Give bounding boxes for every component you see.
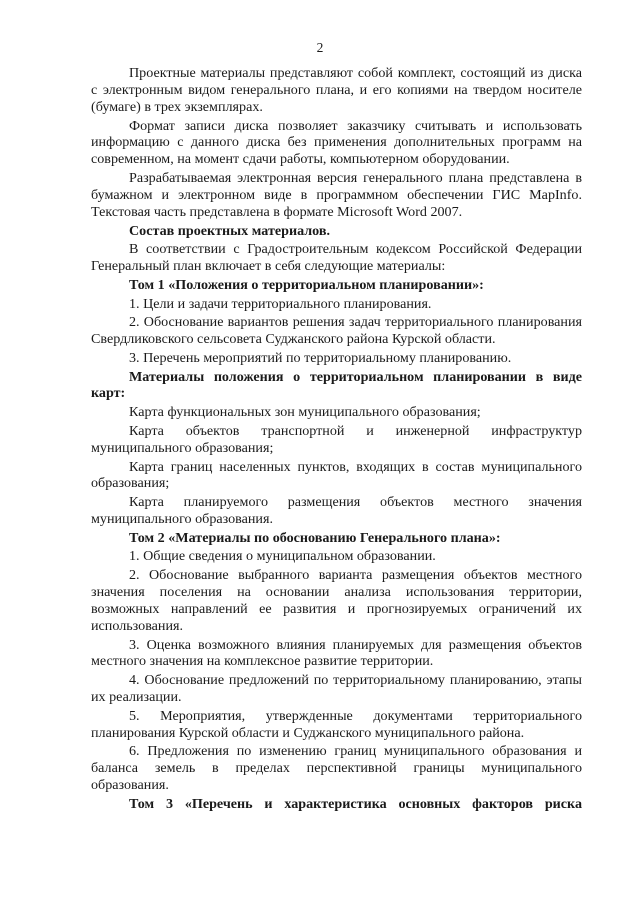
section-heading: Состав проектных материалов. xyxy=(129,222,330,239)
subsection-heading: Материалы положения о территориальном планировании в виде карт: xyxy=(91,368,582,402)
page-number: 2 xyxy=(316,40,324,55)
list-item: 1. Цели и задачи территориального планирования. xyxy=(129,295,432,312)
volume-heading: Том 3 «Перечень и характеристика основных факторов риска xyxy=(129,795,582,812)
list-item: Карта объектов транспортной и инженерной инфраструктур муниципального образования; xyxy=(91,422,582,456)
list-item: Карта планируемого размещения объектов местного значения муниципального образования. xyxy=(91,494,582,528)
list-item: Карта границ населенных пунктов, входящих в состав муниципального образования; xyxy=(91,458,582,492)
paragraph: В соответствии с Градостроительным кодексом Российской Федерации Генеральный план включает в себя следующие материалы: xyxy=(91,241,582,275)
list-item: 5. Мероприятия, утвержденные документами территориального планирования Курской области и Суджанского муниципального района. xyxy=(91,707,582,741)
list-item: 1. Общие сведения о муниципальном образовании. xyxy=(129,548,436,565)
list-item: 4. Обоснование предложений по территориальному планированию, этапы их реализации. xyxy=(91,672,582,706)
list-item: 2. Обоснование вариантов решения задач территориального планирования Свердликовского сельсовета Суджанского района Курской области. xyxy=(91,314,582,348)
list-item: 3. Оценка возможного влияния планируемых для размещения объектов местного значения на комплексное развитие территории. xyxy=(91,636,582,670)
volume-heading: Том 1 «Положения о территориальном планировании»: xyxy=(129,276,484,293)
document-body xyxy=(91,65,582,815)
list-item: 2. Обоснование выбранного варианта размещения объектов местного значения поселения на основании анализа использования территории, возможных направлений ее развития и прогнозируемых ограничений их использования. xyxy=(91,567,582,634)
paragraph: Разрабатываемая электронная версия генерального плана представлена в бумажном и электронном виде в программном обеспечении ГИС MapInfo. Текстовая часть представлена в формате Microsoft Word 2007. xyxy=(91,170,582,220)
paragraph: Формат записи диска позволяет заказчику считывать и использовать информацию с данного диска без применения дополнительных программ на современном, на момент сдачи работы, компьютерном оборудовании. xyxy=(91,117,582,168)
list-item: 3. Перечень мероприятий по территориальному планированию. xyxy=(129,349,512,366)
list-item: Карта функциональных зон муниципального образования; xyxy=(129,404,481,421)
volume-heading: Том 2 «Материалы по обоснованию Генерального плана»: xyxy=(129,529,501,546)
list-item: 6. Предложения по изменению границ муниципального образования и баланса земель в пределах перспективной границы муниципального образования. xyxy=(91,743,582,794)
paragraph: Проектные материалы представляют собой комплект, состоящий из диска с электронным видом генерального плана, и его копиями на твердом носителе (бумаге) в трех экземплярах. xyxy=(91,65,582,115)
